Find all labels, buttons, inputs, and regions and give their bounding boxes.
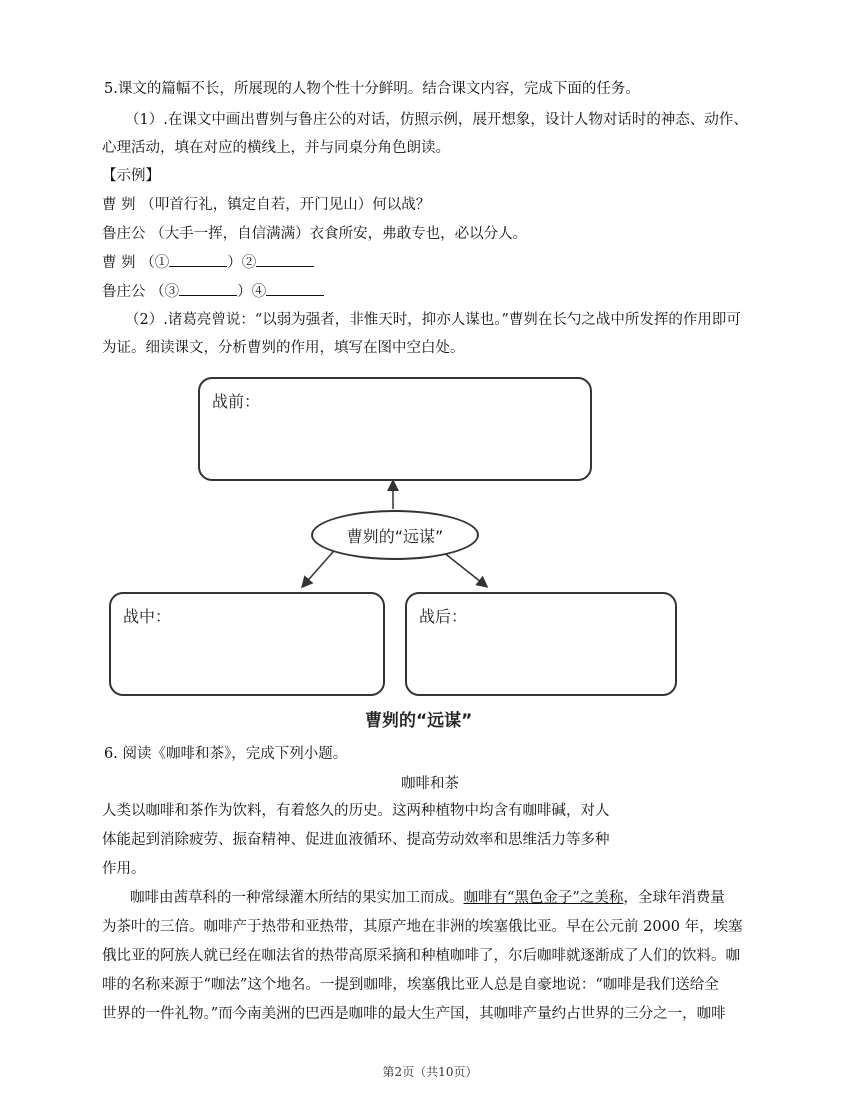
example-line-2: 鲁庄公 （大手一挥，自信满满）衣食所安，弗敢专也，必以分人。: [102, 226, 528, 242]
q6-intro: 6. 阅读《咖啡和茶》，完成下列小题。: [104, 746, 348, 762]
fill1-speaker: 曹 刿 （: [102, 255, 155, 271]
box-during-label: 战中：: [123, 607, 172, 626]
box-before-label: 战前：: [212, 392, 261, 411]
blank-1[interactable]: [169, 252, 227, 267]
p2-line-5: 世界的一件礼物。”而今南美洲的巴西是咖啡的最大生产国，其咖啡产量约占世界的三分之一，咖啡: [102, 1006, 726, 1022]
p2-line-1: [130, 888, 725, 908]
fill-line-2: [102, 281, 324, 302]
p2-underlined-phrase: 咖啡有“黑色金子”之美称: [463, 890, 624, 906]
box-after-battle[interactable]: [405, 592, 677, 696]
box-before-battle[interactable]: [198, 377, 592, 481]
p2-line-3: 俄比亚的阿族人就已经在咖法省的热带高原采摘和种植咖啡了，尔后咖啡就逐渐成了人们的饮料。咖: [102, 948, 740, 964]
p1-line-3: 作用。: [102, 861, 146, 877]
center-oval: [311, 510, 479, 560]
example-line-1: 曹 刿 （叩首行礼，镇定自若，开门见山）何以战？: [102, 197, 431, 213]
fill2-marker-b: ）④: [237, 284, 267, 300]
blank-3[interactable]: [179, 281, 237, 296]
p2-line-1-a: 咖啡由茜草科的一种常绿灌木所结的果实加工而成。: [130, 890, 464, 906]
p2-line-4: 啡的名称来源于“咖法”这个地名。一提到咖啡，埃塞俄比亚人总是自豪地说：“咖啡是我们送给全: [102, 977, 719, 993]
page-footer: 第2页（共10页）: [382, 1065, 478, 1079]
p2-line-2: 为茶叶的三倍。咖啡产于热带和亚热带，其原产地在非洲的埃塞俄比亚。早在公元前 2000 年，埃塞: [102, 919, 743, 935]
fill2-marker-a: ③: [164, 284, 180, 300]
q5-intro: 5.课文的篇幅不长，所展现的人物个性十分鲜明。结合课文内容，完成下面的任务。: [104, 81, 640, 97]
fill1-marker-a: ①: [154, 255, 170, 271]
fill-line-1: [102, 252, 314, 273]
q5-sub1: （1）.在课文中画出曹刿与鲁庄公的对话，仿照示例，展开想象，设计人物对话时的神态、动作、: [125, 112, 748, 128]
fill2-speaker: 鲁庄公 （: [102, 284, 165, 300]
fill1-marker-b: ）②: [227, 255, 257, 271]
box-during-battle[interactable]: [109, 592, 385, 696]
center-oval-text: 曹刿的“远谋”: [346, 526, 444, 546]
q5-sub2: （2）.诸葛亮曾说：“以弱为强者，非惟天时，抑亦人谋也。”曹刿在长勺之战中所发挥的作用即可: [125, 312, 741, 328]
article-title: 咖啡和茶: [401, 776, 459, 792]
q5-sub2-cont: 为证。细读课文，分析曹刿的作用，填写在图中空白处。: [102, 340, 465, 356]
blank-2[interactable]: [256, 252, 314, 267]
p1-line-1: 人类以咖啡和茶作为饮料，有着悠久的历史。这两种植物中均含有咖啡碱，对人: [102, 803, 610, 819]
p2-line-1-b: ，全球年消费量: [623, 890, 725, 906]
blank-4[interactable]: [266, 281, 324, 296]
yuanmou-diagram: [100, 372, 700, 732]
q5-sub1-cont: 心理活动，填在对应的横线上，并与同桌分角色朗读。: [102, 140, 450, 156]
example-tag: 【示例】: [102, 168, 160, 184]
diagram-caption: 曹刿的“远谋”: [365, 711, 473, 731]
box-after-label: 战后：: [419, 607, 468, 626]
p1-line-2: 体能起到消除疲劳、振奋精神、促进血液循环、提高劳动效率和思维活力等多种: [102, 832, 610, 848]
